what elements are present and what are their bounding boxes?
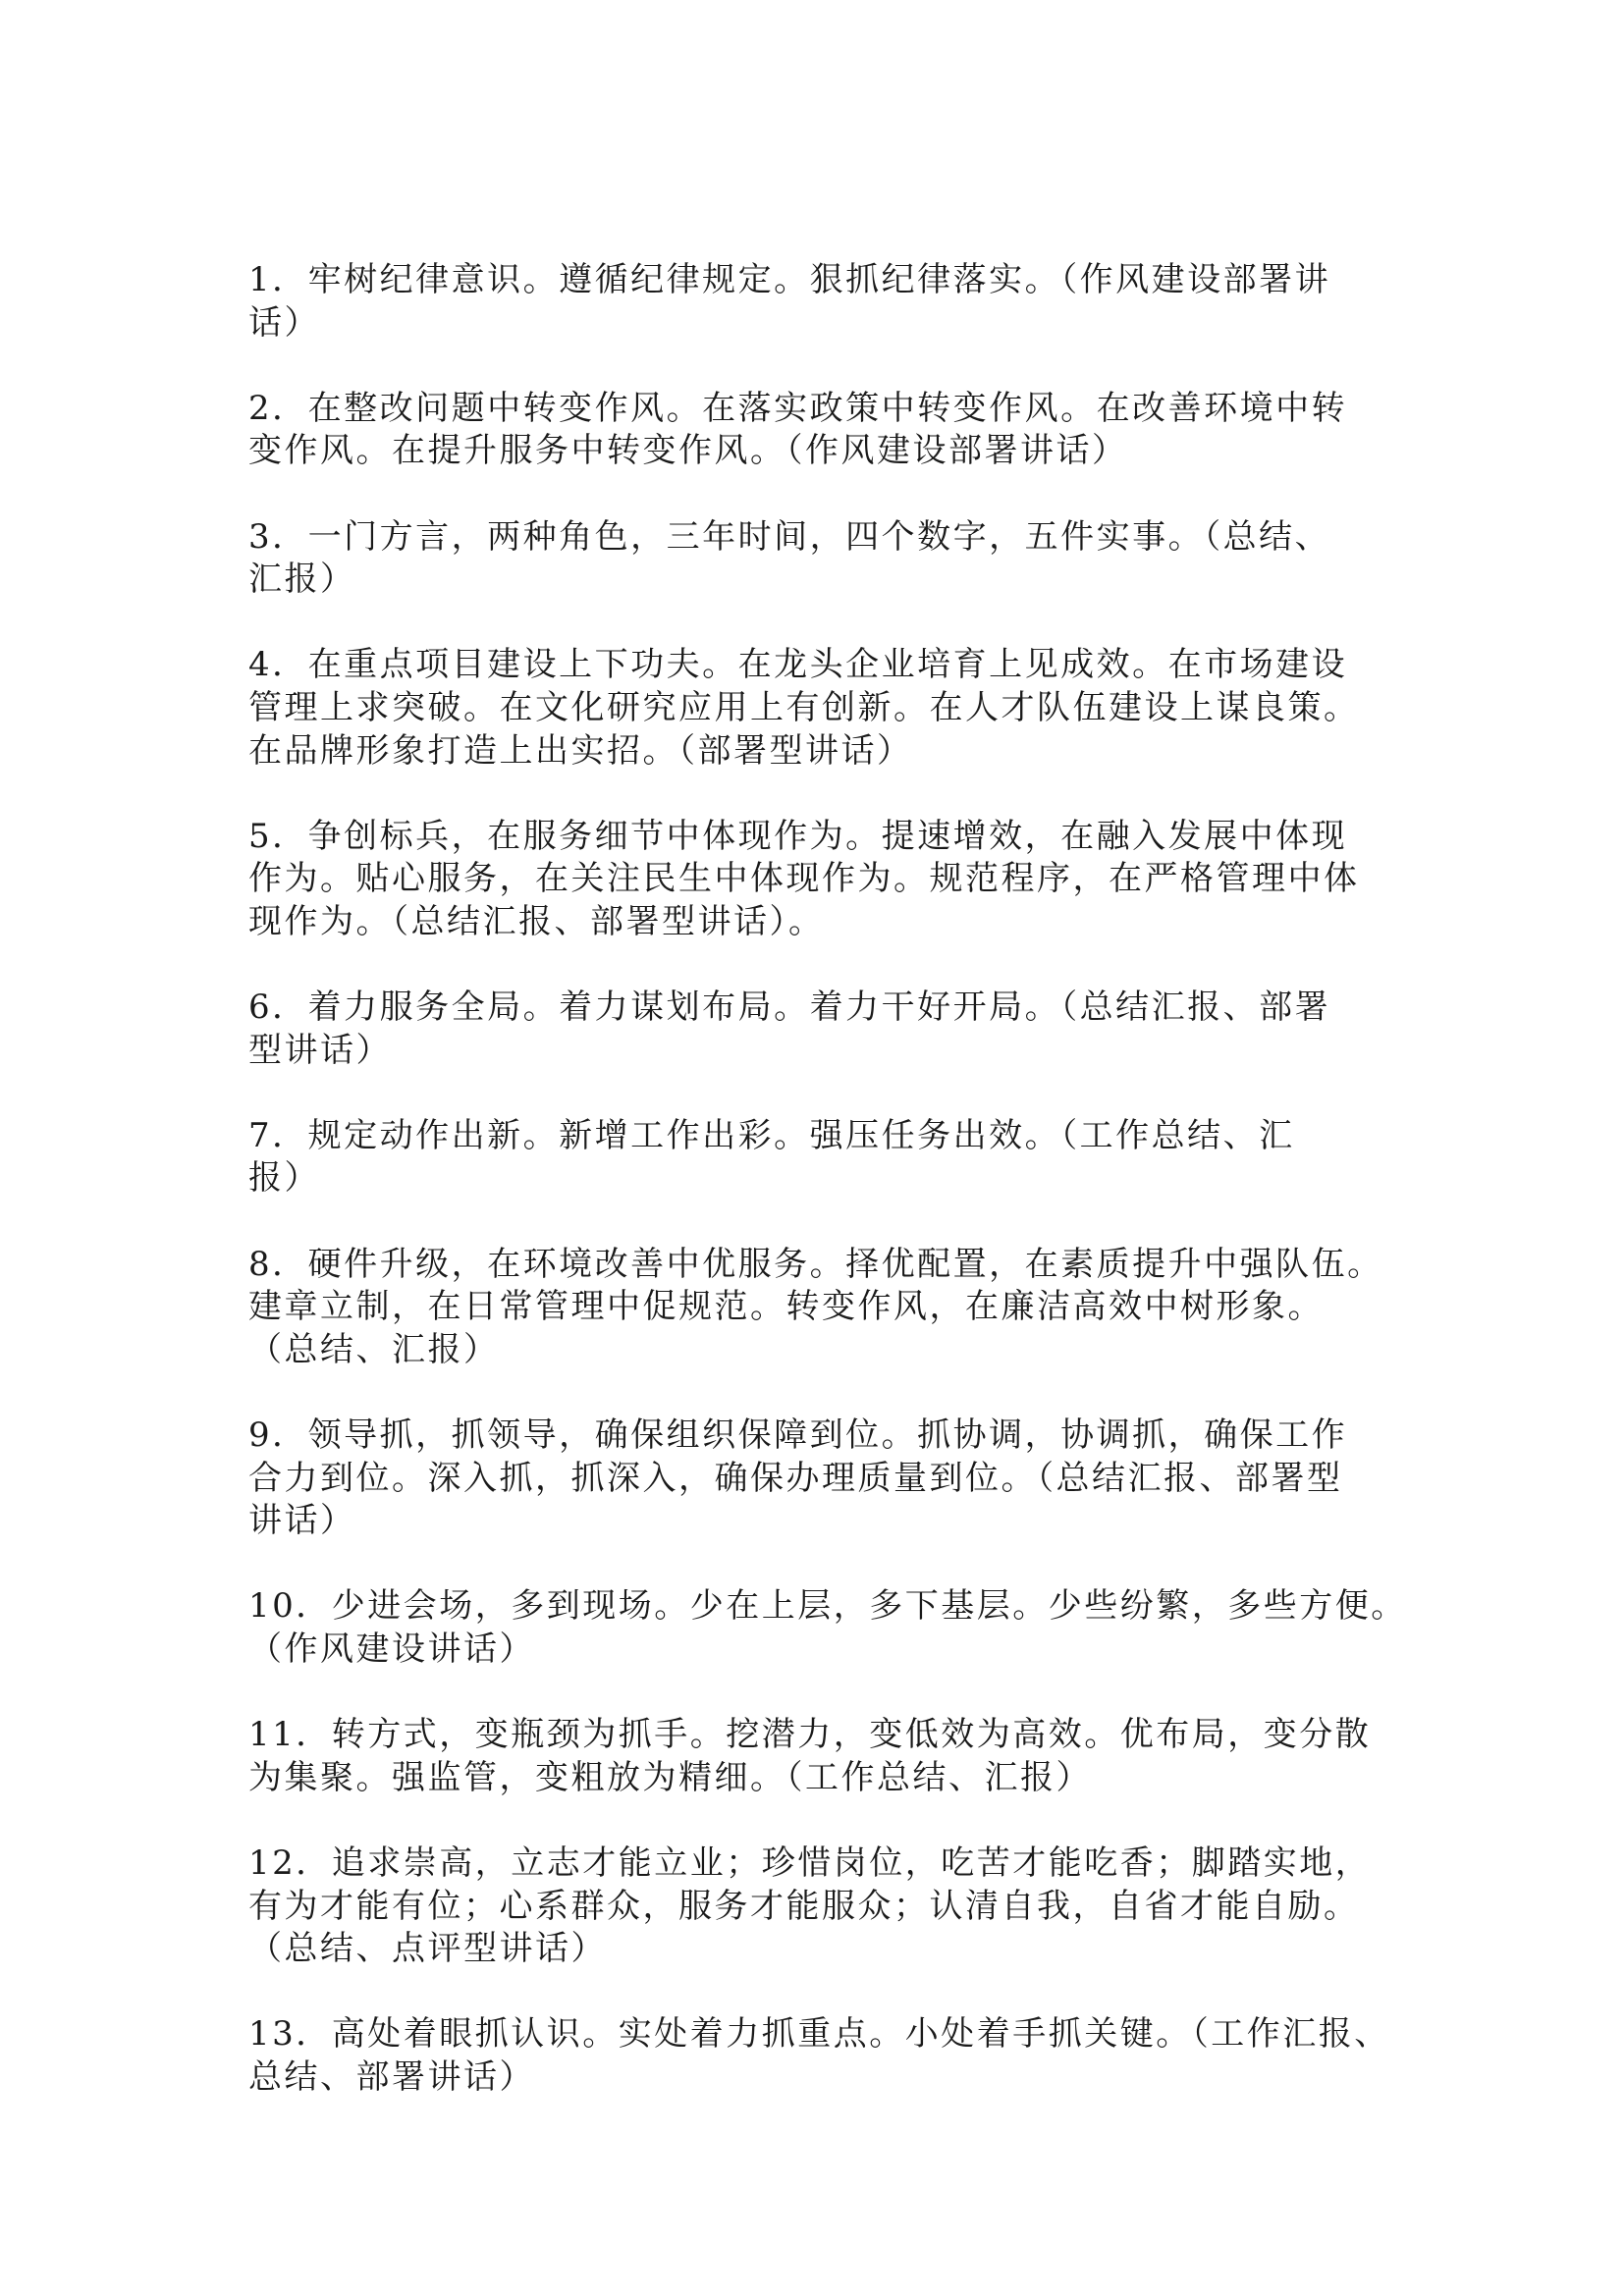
text-line: 3．一门方言，两种角色，三年时间，四个数字，五件实事。（总结、 (248, 516, 1331, 557)
text-line: 变作风。在提升服务中转变作风。（作风建设部署讲话） (248, 431, 1128, 471)
text-line: 作为。贴心服务，在关注民生中体现作为。规范程序，在严格管理中体 (248, 859, 1360, 899)
text-line: （作风建设讲话） (248, 1629, 535, 1669)
list-item (248, 1415, 1427, 1543)
list-item (248, 1244, 1427, 1372)
text-line: 9．领导抓，抓领导，确保组织保障到位。抓协调，协调抓，确保工作 (248, 1415, 1348, 1456)
text-line: 为集聚。强监管，变粗放为精细。（工作总结、汇报） (248, 1757, 1092, 1797)
text-line: 11．转方式，变瓶颈为抓手。挖潜力，变低效为高效。优布局，变分散 (248, 1715, 1372, 1755)
list-item (248, 816, 1427, 944)
text-line: 合力到位。深入抓，抓深入，确保办理质量到位。（总结汇报、部署型 (248, 1458, 1343, 1498)
text-line: 建章立制，在日常管理中促规范。转变作风，在廉洁高效中树形象。 (248, 1287, 1324, 1327)
list-item (248, 644, 1427, 773)
text-line: 5．争创标兵，在服务细节中体现作为。提速增效，在融入发展中体现 (248, 816, 1348, 856)
text-line: 汇报） (248, 560, 356, 600)
text-line: 总结、部署讲话） (248, 2056, 535, 2097)
text-line: 6．着力服务全局。着力谋划布局。着力干好开局。（总结汇报、部署 (248, 988, 1331, 1028)
text-line: 10．少进会场，多到现场。少在上层，多下基层。少些纷繁，多些方便。 (248, 1586, 1407, 1627)
text-line: （总结、点评型讲话） (248, 1929, 607, 1969)
text-line: 在品牌形象打造上出实招。（部署型讲话） (248, 730, 913, 771)
text-line: 报） (248, 1158, 320, 1199)
text-line: 话） (248, 302, 320, 343)
list-item (248, 987, 1427, 1072)
text-line: 12．追求崇高，立志才能立业；珍惜岗位，吃苦才能吃香；脚踏实地， (248, 1842, 1372, 1883)
text-line: 讲话） (248, 1501, 356, 1541)
text-line: 有为才能有位；心系群众，服务才能服众；认清自我，自省才能自励。 (248, 1886, 1360, 1926)
list-item (248, 1714, 1427, 1799)
text-line: 7．规定动作出新。新增工作出彩。强压任务出效。（工作总结、汇 (248, 1115, 1295, 1155)
text-line: 2．在整改问题中转变作风。在落实政策中转变作风。在改善环境中转 (248, 388, 1348, 428)
list-item (248, 388, 1427, 473)
text-line: 8．硬件升级，在环境改善中优服务。择优配置，在素质提升中强队伍。 (248, 1244, 1383, 1284)
list-item (248, 259, 1427, 345)
list-item (248, 516, 1427, 602)
text-line: 4．在重点项目建设上下功夫。在龙头企业培育上见成效。在市场建设 (248, 645, 1348, 685)
text-line: 型讲话） (248, 1030, 392, 1070)
list-item (248, 2013, 1427, 2099)
list-item (248, 1115, 1427, 1201)
text-line: （总结、汇报） (248, 1329, 500, 1369)
list-item (248, 1842, 1427, 1971)
list-item (248, 1585, 1427, 1671)
text-line: 13．高处着眼抓认识。实处着力抓重点。小处着手抓关键。（工作汇报、 (248, 2014, 1390, 2055)
document-page (248, 259, 1427, 2142)
text-line: 1．牢树纪律意识。遵循纪律规定。狠抓纪律落实。（作风建设部署讲 (248, 260, 1331, 299)
text-line: 管理上求突破。在文化研究应用上有创新。在人才队伍建设上谋良策。 (248, 687, 1360, 727)
text-line: 现作为。（总结汇报、部署型讲话）。 (248, 901, 825, 941)
